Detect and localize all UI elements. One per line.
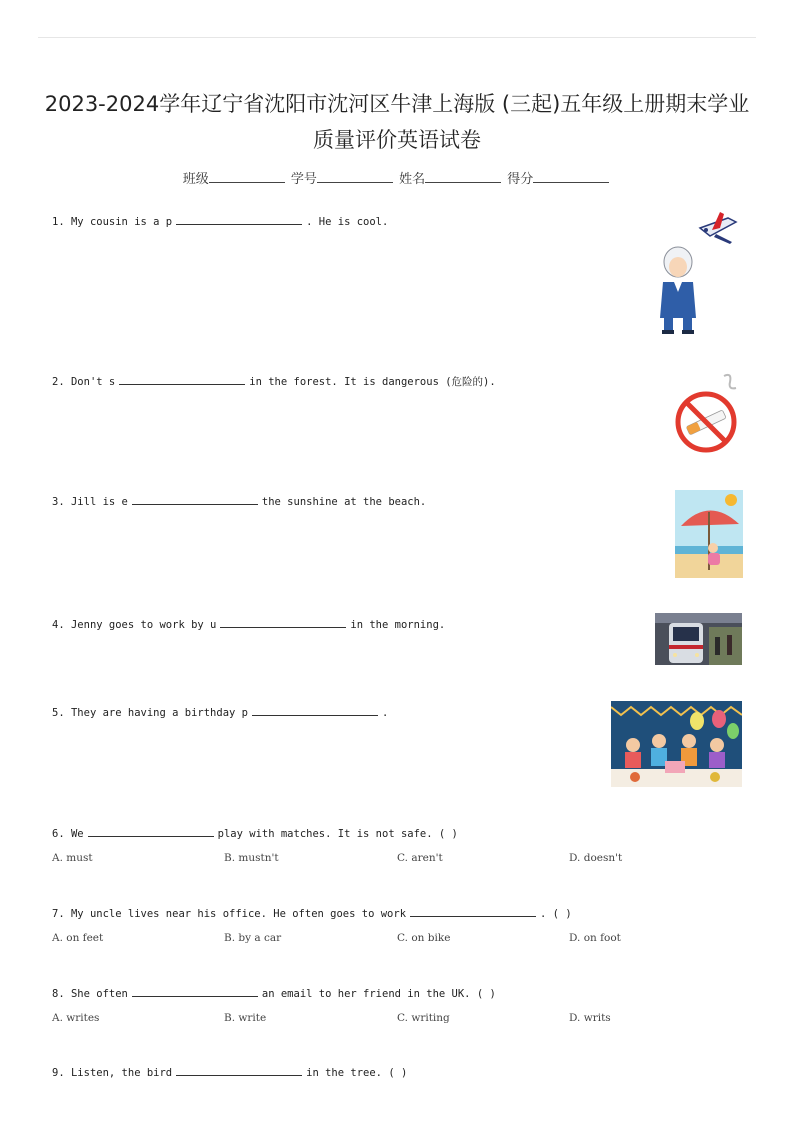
question-1	[52, 214, 388, 228]
class-blank[interactable]	[209, 170, 285, 183]
subway-picture	[655, 613, 742, 665]
question-text-after: in the tree. ( )	[306, 1067, 408, 1079]
answer-blank[interactable]	[132, 986, 258, 997]
answer-blank[interactable]	[88, 826, 214, 837]
option-d[interactable]: D. on foot	[569, 932, 621, 944]
question-text-before: Listen, the bird	[70, 1067, 173, 1079]
option-b[interactable]: B. mustn't	[224, 852, 279, 864]
question-3	[52, 494, 426, 508]
question-text-before: We	[70, 828, 84, 840]
question-number: 2.	[52, 376, 65, 388]
sun-icon	[725, 494, 737, 506]
question-text-before: They are having a birthday p	[70, 707, 248, 719]
question-text-before: My cousin is a p	[70, 216, 173, 228]
answer-blank[interactable]	[119, 374, 245, 385]
exam-title-line-2: 质量评价英语试卷	[313, 128, 481, 152]
score-label: 得分	[507, 172, 534, 187]
score-blank[interactable]	[533, 170, 609, 183]
question-2	[52, 374, 496, 389]
pilot-picture	[650, 210, 742, 336]
class-label: 班级	[182, 172, 209, 187]
question-number: 7.	[52, 908, 65, 920]
question-8	[52, 986, 496, 1000]
question-text-after: in the forest. It is dangerous (危险的).	[249, 376, 496, 388]
question-7	[52, 906, 572, 920]
option-c[interactable]: C. on bike	[397, 932, 451, 944]
question-text-before: My uncle lives near his office. He often goes to work	[70, 908, 407, 920]
option-b[interactable]: B. write	[224, 1012, 267, 1024]
airplane-icon	[700, 212, 736, 244]
question-text-before: Jill is e	[70, 496, 128, 508]
question-text-after: in the morning.	[350, 619, 446, 631]
question-text-after: .	[382, 707, 389, 719]
no-smoking-icon	[678, 375, 736, 450]
answer-blank[interactable]	[176, 1065, 302, 1076]
question-4	[52, 617, 445, 631]
question-text-after: . ( )	[540, 908, 572, 920]
answer-blank[interactable]	[176, 214, 302, 225]
subway-train-icon	[669, 623, 703, 663]
number-blank[interactable]	[317, 170, 393, 183]
pilot-figure	[660, 247, 696, 334]
option-b[interactable]: B. by a car	[224, 932, 282, 944]
question-9	[52, 1065, 407, 1079]
question-number: 5.	[52, 707, 65, 719]
student-info-row	[0, 168, 794, 187]
option-c[interactable]: C. writing	[397, 1012, 450, 1024]
question-text-after: the sunshine at the beach.	[261, 496, 427, 508]
answer-blank[interactable]	[410, 906, 536, 917]
question-number: 6.	[52, 828, 65, 840]
number-label: 学号	[290, 172, 317, 187]
option-c[interactable]: C. aren't	[397, 852, 443, 864]
question-5	[52, 705, 388, 719]
name-label: 姓名	[399, 172, 426, 187]
question-text-before: She often	[70, 988, 128, 1000]
option-d[interactable]: D. doesn't	[569, 852, 623, 864]
birthday-party-picture	[611, 701, 742, 787]
question-text-after: an email to her friend in the UK. ( )	[261, 988, 496, 1000]
name-blank[interactable]	[425, 170, 501, 183]
cake-icon	[665, 761, 685, 773]
question-number: 8.	[52, 988, 65, 1000]
exam-title-line-1: 2023-2024学年辽宁省沈阳市沈河区牛津上海版 (三起)五年级上册期末学业	[44, 92, 750, 116]
header-rule	[38, 37, 756, 38]
question-text-before: Don't s	[70, 376, 116, 388]
question-text-after: play with matches. It is not safe. ( )	[217, 828, 458, 840]
option-a[interactable]: A. on feet	[52, 932, 104, 944]
question-number: 1.	[52, 216, 65, 228]
answer-blank[interactable]	[220, 617, 346, 628]
question-text-after: . He is cool.	[306, 216, 389, 228]
question-number: 9.	[52, 1067, 65, 1079]
question-6	[52, 826, 458, 840]
question-text-before: Jenny goes to work by u	[70, 619, 217, 631]
question-number: 3.	[52, 496, 65, 508]
option-d[interactable]: D. writs	[569, 1012, 611, 1024]
answer-blank[interactable]	[132, 494, 258, 505]
no-smoking-picture	[672, 370, 746, 454]
question-number: 4.	[52, 619, 65, 631]
beach-picture	[675, 490, 743, 578]
option-a[interactable]: A. must	[52, 852, 93, 864]
answer-blank[interactable]	[252, 705, 378, 716]
option-a[interactable]: A. writes	[52, 1012, 100, 1024]
